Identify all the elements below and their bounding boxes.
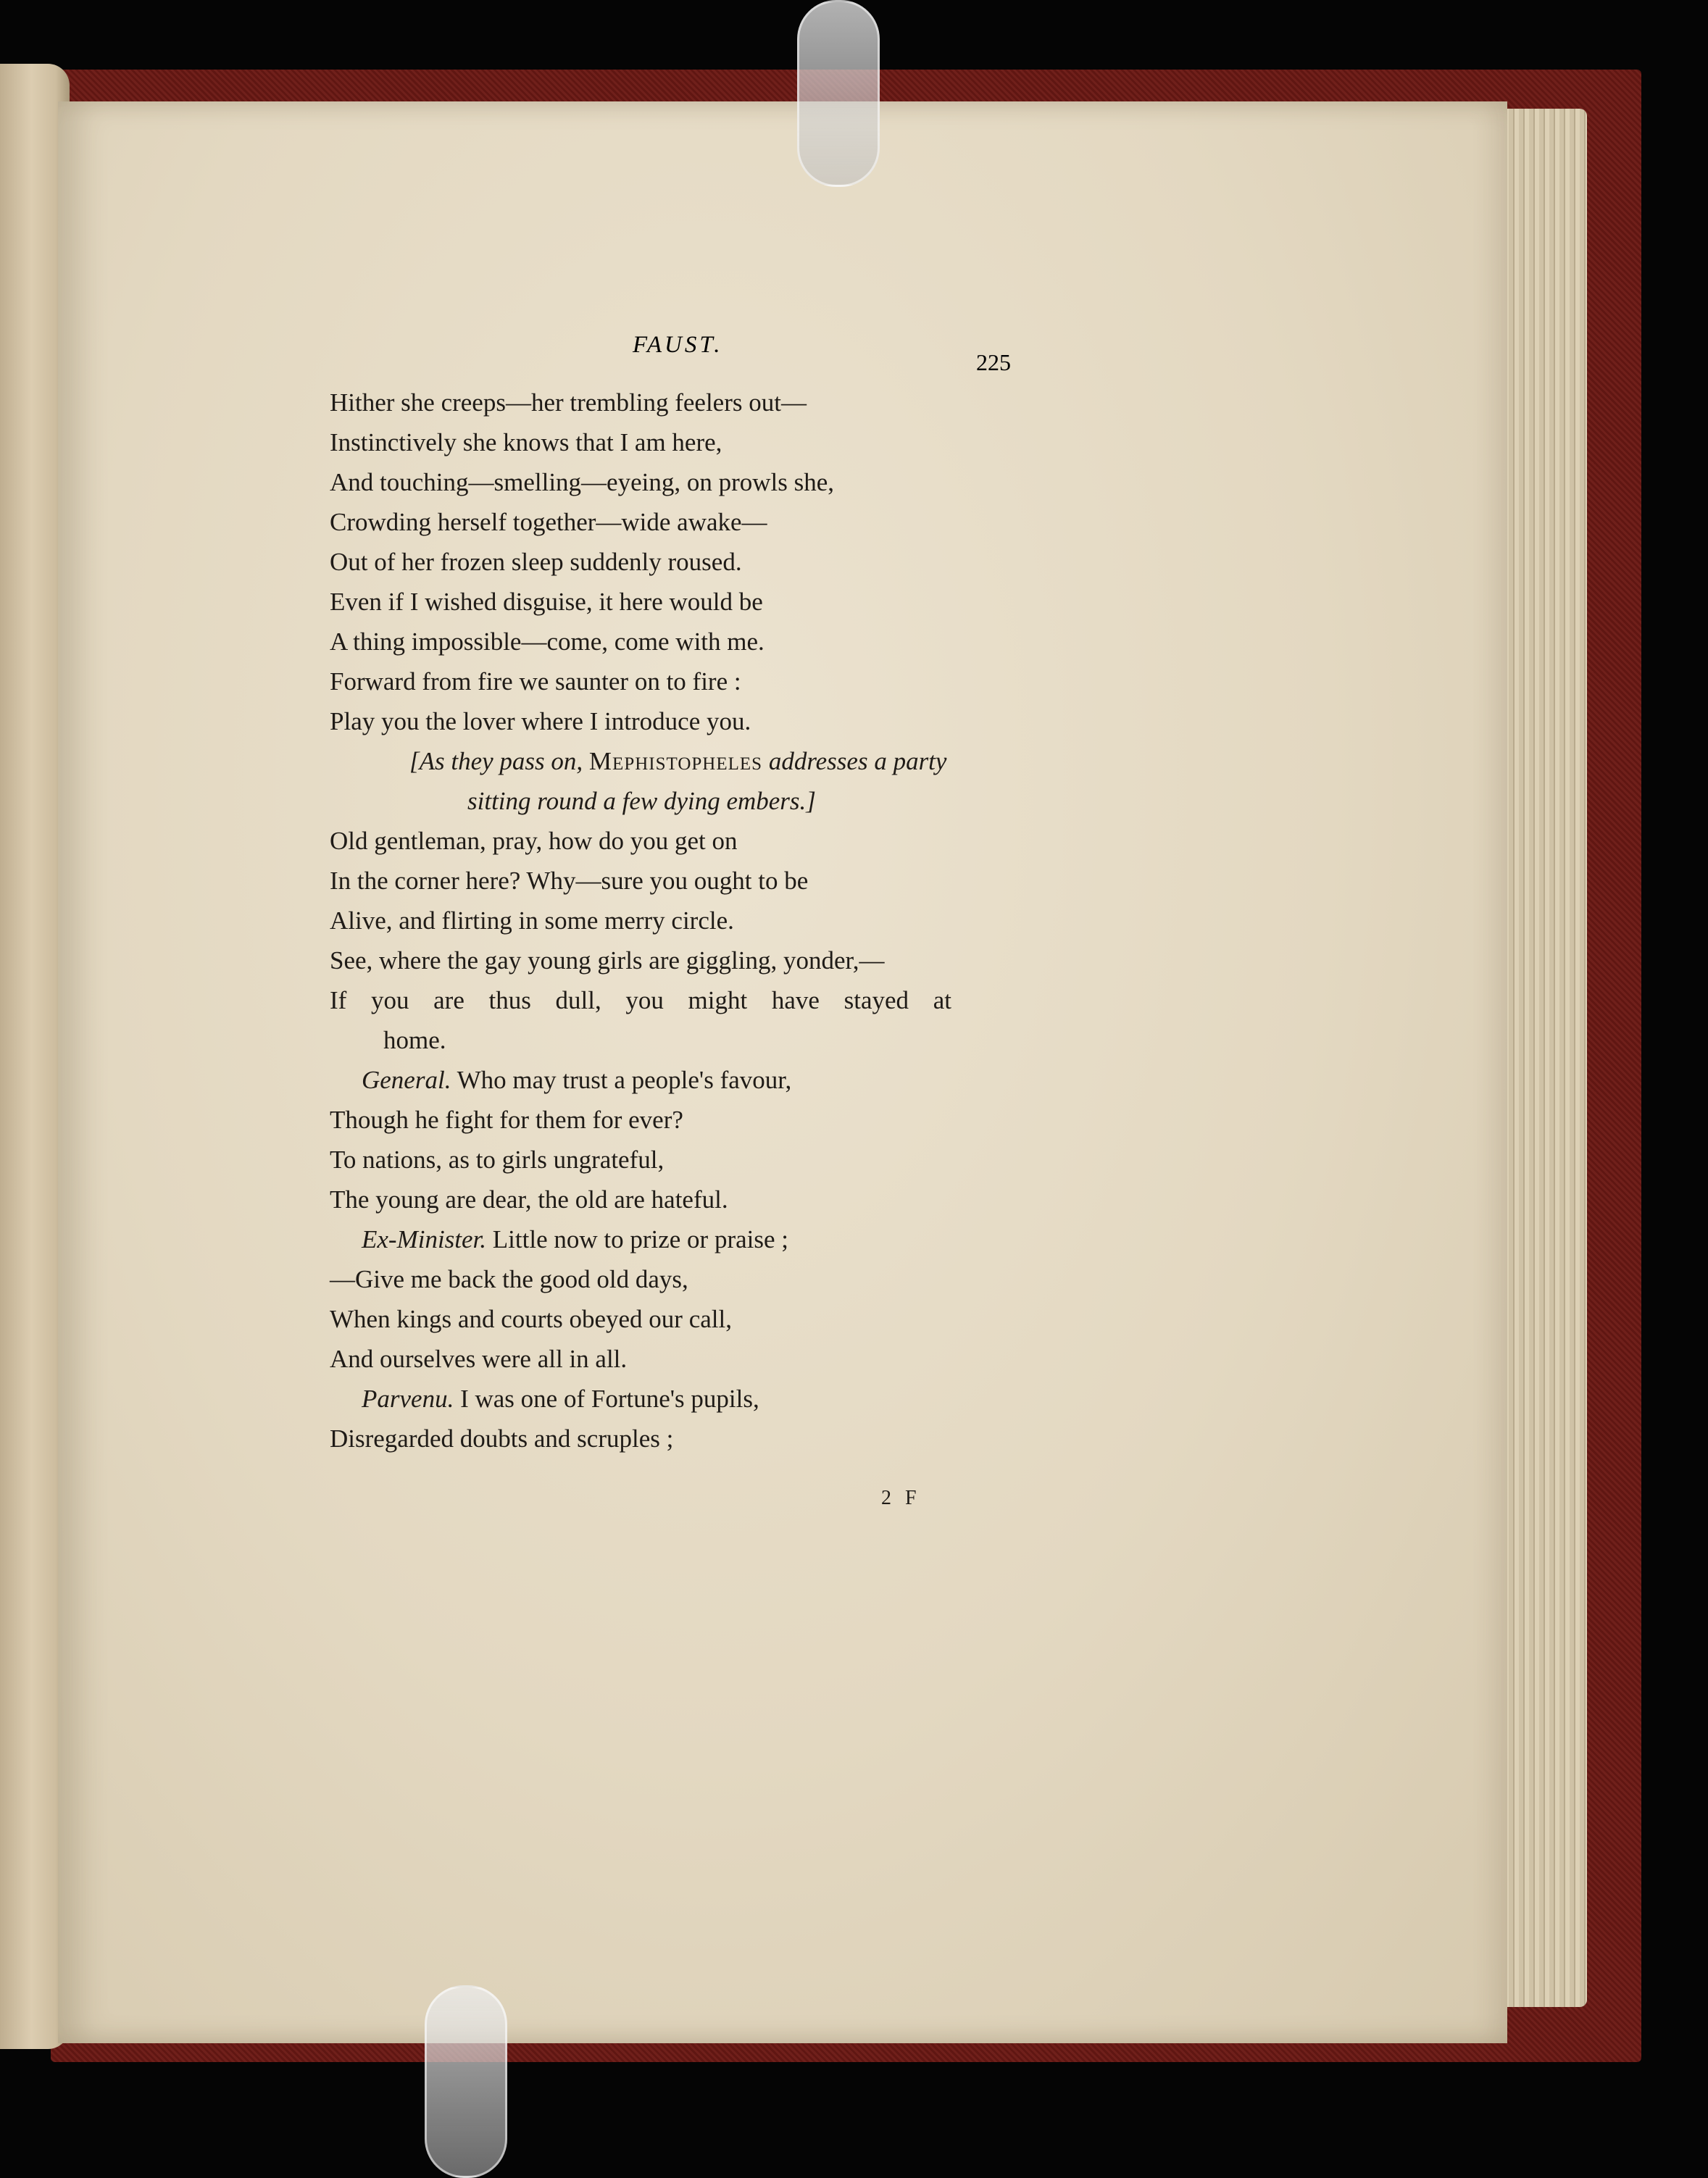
speaker-name: Ex-Minister.	[362, 1225, 487, 1253]
page-clip-bottom	[425, 1985, 507, 2178]
word: you	[625, 986, 664, 1014]
word: thus	[488, 986, 531, 1014]
word: stayed	[843, 986, 909, 1014]
speech-line	[330, 1219, 1011, 1259]
stage-direction-text: addresses a party	[768, 747, 947, 775]
verse-line: Hither she creeps—her trembling feelers out—	[330, 388, 807, 417]
speech-text: I was one of Fortune's pupils,	[460, 1385, 759, 1413]
page-number: 225	[976, 349, 1011, 375]
running-head: FAUST.	[633, 332, 723, 358]
page-clip-top	[797, 0, 880, 187]
speech-text: Who may trust a people's favour,	[457, 1066, 792, 1094]
word: have	[771, 986, 820, 1014]
verse-line: The young are dear, the old are hateful.	[330, 1185, 728, 1214]
page-header	[330, 332, 1011, 375]
word: you	[370, 986, 409, 1014]
word: are	[433, 986, 465, 1014]
word: dull,	[555, 986, 601, 1014]
verse-line: Even if I wished disguise, it here would be	[330, 588, 763, 616]
verse-line: When kings and courts obeyed our call,	[330, 1305, 732, 1333]
verse-line: —Give me back the good old days,	[330, 1265, 688, 1293]
character-name: Mephistopheles	[588, 747, 763, 775]
verse-line: A thing impossible—come, come with me.	[330, 627, 765, 656]
stage-direction	[330, 741, 1011, 781]
speech-text: Little now to prize or praise ;	[492, 1225, 789, 1253]
verse-line: Though he fight for them for ever?	[330, 1106, 683, 1134]
poem-text	[330, 383, 1011, 1459]
verse-line: Forward from fire we saunter on to fire :	[330, 667, 741, 696]
verse-line: Out of her frozen sleep suddenly roused.	[330, 548, 742, 576]
verse-line: Old gentleman, pray, how do you get on	[330, 827, 738, 855]
verse-line: Play you the lover where I introduce you.	[330, 707, 751, 735]
speech-line	[330, 1060, 1011, 1100]
verse-line: To nations, as to girls ungrateful,	[330, 1146, 665, 1174]
verse-line: See, where the gay young girls are giggling, yonder,—	[330, 946, 885, 975]
bracket-close: ]	[806, 787, 816, 815]
word: might	[688, 986, 748, 1014]
bracket-open: [	[409, 747, 420, 775]
speech-line	[330, 1379, 1011, 1419]
verse-line: Instinctively she knows that I am here,	[330, 428, 722, 456]
verse-line: And ourselves were all in all.	[330, 1345, 628, 1373]
stage-direction-text: As they pass on,	[419, 747, 583, 775]
verse-line: Crowding herself together—wide awake—	[330, 508, 767, 536]
verse-line: In the corner here? Why—sure you ought to be	[330, 867, 809, 895]
stage-direction	[330, 781, 1011, 821]
verse-line-continuation: home.	[383, 1026, 446, 1054]
speaker-name: General.	[362, 1066, 451, 1094]
word: at	[933, 986, 951, 1014]
verse-line: And touching—smelling—eyeing, on prowls she,	[330, 468, 835, 496]
signature-mark: 2 F	[881, 1487, 921, 1509]
speaker-name: Parvenu.	[362, 1385, 454, 1413]
word: If	[330, 986, 347, 1014]
verse-line	[330, 980, 951, 1020]
verse-line: Disregarded doubts and scruples ;	[330, 1424, 674, 1453]
stage-direction-text: sitting round a few dying embers.	[467, 787, 807, 815]
verse-line: Alive, and flirting in some merry circle.	[330, 906, 734, 935]
